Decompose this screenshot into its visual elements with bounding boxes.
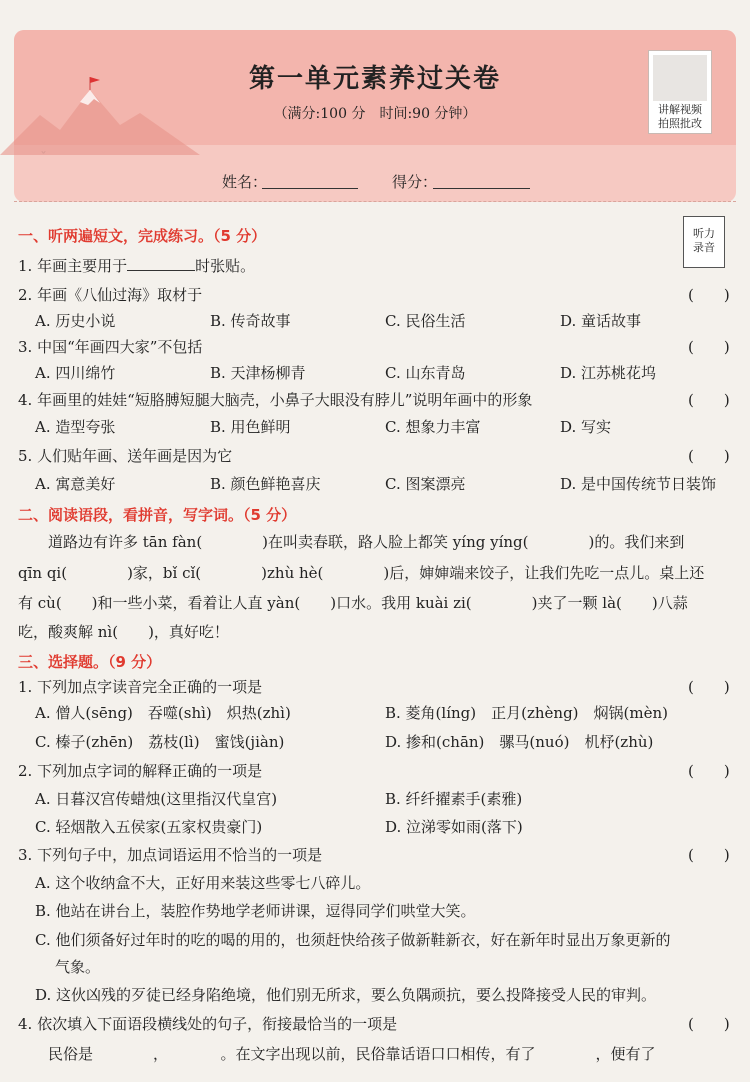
p1-question-4: 4. 年画里的娃娃“短胳膊短腿大脑壳，小鼻子大眼没有脖儿”说明年画中的形象: [18, 391, 533, 409]
option[interactable]: C. 民俗生活: [385, 312, 466, 330]
option[interactable]: A. 日暮汉宫传蜡烛(这里指汉代皇宫): [35, 790, 278, 808]
p1-question-1: 1. 年画主要用于 时张贴。: [18, 257, 256, 275]
option[interactable]: B. 纤纤擢素手(素雅): [385, 790, 523, 808]
option[interactable]: C. 山东青岛: [385, 364, 466, 382]
option[interactable]: D. 童话故事: [560, 312, 642, 330]
score-field[interactable]: [433, 170, 530, 189]
p1-question-5: 5. 人们贴年画、送年画是因为它: [18, 447, 233, 465]
option[interactable]: A. 历史小说: [35, 312, 116, 330]
answer-paren[interactable]: ( ): [688, 338, 730, 356]
qr-code-icon: [653, 55, 707, 101]
answer-paren[interactable]: ( ): [688, 846, 730, 864]
p3-question-2: 2. 下列加点字词的解释正确的一项是: [18, 762, 263, 780]
section-3-heading: 三、选择题。（9 分）: [18, 653, 162, 671]
listen-label: 听力: [693, 227, 715, 240]
option[interactable]: A. 寓意美好: [35, 475, 116, 493]
option[interactable]: D. 这伙凶残的歹徒已经身陷绝境，他们别无所求，要么负隅顽抗，要么投降接受人民的审判。: [35, 986, 657, 1004]
option[interactable]: C. 想象力丰富: [385, 418, 481, 436]
option[interactable]: B. 天津杨柳青: [210, 364, 306, 382]
header-divider: [14, 201, 736, 202]
answer-paren[interactable]: ( ): [688, 1015, 730, 1033]
option[interactable]: B. 用色鲜明: [210, 418, 291, 436]
page-subtitle: （满分:100 分 时间:90 分钟）: [273, 106, 477, 122]
option[interactable]: C. 他们须备好过年时的吃的喝的用的，也须赶快给孩子做新鞋新衣，好在新年时显出万象更新的: [35, 931, 671, 949]
option[interactable]: C. 榛子(zhēn) 荔枝(lì) 蜜饯(jiàn): [35, 733, 285, 751]
section-1-heading: 一、听两遍短文，完成练习。（5 分）: [18, 227, 267, 245]
option[interactable]: B. 他站在讲台上，装腔作势地学老师讲课，逗得同学们哄堂大笑。: [35, 902, 476, 920]
option[interactable]: D. 写实: [560, 418, 612, 436]
exam-page: 第一单元素养过关卷 （满分:100 分 时间:90 分钟） 讲解视频 拍照批改 ˇ 姓名： 得分： 听力 录音 一、听两遍短文，完成练习。（5 分） 1. 年画主要用于 时张贴。 2. 年画《八仙过海》取材于 ( ) A. 历史小说 B. 传奇故事 C. 民俗生活 D. 童话故事 3. 中国“年画四大家”不包括 ( ) A. 四川绵竹 B. 天津杨柳青 C. 山东青岛 D. 江苏桃花坞 4. 年画里的娃娃“短胳膊短腿大脑壳，小鼻子大眼没有脖儿”说明年画中的形象 ( ) A. 造型夸张 B. 用色鲜明 C. 想象力丰富 D. 写实 5. 人们贴年画、送年画是因为它 ( ) A. 寓意美好 B. 颜色鲜艳喜庆 C. 图案漂亮 D. 是中国传统节日装饰 二、阅读语段，看拼音，写字词。（5 分） 道路边有许多 tān fàn( )在叫卖春联，路人脸上都笑 yíng yíng( )的。我们来到 qīn qi( )家，bǐ cǐ( )zhù hè( )后，婶婶端来饺子，让我们先吃一点儿。桌上还 有 cù( )和一些小菜，看着让人直 yàn( )口水。我用 kuài zi( )夹了一颗 là( )八蒜 吃，酸爽解 nì( )，真好吃！ 三、选择题。（9 分） 1. 下列加点字读音完全正确的一项是 ( ) A. 僧人(sēng) 吞噬(shì) 炽热(zhì) B. 菱角(líng) 正月(zhèng) 焖锅(mèn) C. 榛子(zhēn) 荔枝(lì) 蜜饯(jiàn) D. 掺和(chān) 骡马(nuó) 机杼(zhù) 2. 下列加点字词的解释正确的一项是 ( ) A. 日暮汉宫传蜡烛(这里指汉代皇宫) B. 纤纤擢素手(素雅) C. 轻烟散入五侯家(五家权贵豪门) D. 泣涕零如雨(落下) 3. 下列句子中，加点词语运用不恰当的一项是 ( ) A. 这个收纳盒不大，正好用来装这些零七八碎儿。 B. 他站在讲台上，装腔作势地学老师讲课，逗得同学们哄堂大笑。 C. 他们须备好过年时的吃的喝的用的，也须赶快给孩子做新鞋新衣，好在新年时显出万象更新的 气象。 D. 这伙凶残的歹徒已经身陷绝境，他们别无所求，要么负隅顽抗，要么投降接受人民的审判。 4. 依次填入下面语段横线处的句子，衔接最恰当的一项是 ( ) 民俗是 ， 。在文字出现以前，民俗靠话语口口相传，有了 ，便有了: [0, 0, 750, 1082]
listen-audio-box[interactable]: [683, 216, 725, 268]
answer-paren[interactable]: ( ): [688, 447, 730, 465]
option[interactable]: D. 江苏桃花坞: [560, 364, 657, 382]
option[interactable]: A. 四川绵竹: [35, 364, 116, 382]
video-qr-box[interactable]: [648, 50, 712, 134]
option[interactable]: A. 造型夸张: [35, 418, 116, 436]
name-label: 姓名：: [222, 173, 268, 191]
answer-paren[interactable]: ( ): [688, 391, 730, 409]
p3-question-3: 3. 下列句子中，加点词语运用不恰当的一项是: [18, 846, 323, 864]
answer-blank[interactable]: [127, 256, 195, 271]
p1-question-3: 3. 中国“年画四大家”不包括: [18, 338, 203, 356]
option[interactable]: B. 传奇故事: [210, 312, 291, 330]
p3-question-4: 4. 依次填入下面语段横线处的句子，衔接最恰当的一项是: [18, 1015, 398, 1033]
name-field[interactable]: [262, 170, 358, 189]
score-label: 得分：: [392, 173, 438, 191]
option[interactable]: C. 图案漂亮: [385, 475, 466, 493]
option[interactable]: D. 泣涕零如雨(落下): [385, 818, 523, 836]
option[interactable]: B. 颜色鲜艳喜庆: [210, 475, 321, 493]
grade-label: 拍照批改: [658, 117, 702, 130]
p1-question-2: 2. 年画《八仙过海》取材于: [18, 286, 203, 304]
answer-paren[interactable]: ( ): [688, 286, 730, 304]
answer-paren[interactable]: ( ): [688, 762, 730, 780]
page-title: 第一单元素养过关卷: [248, 64, 501, 94]
option[interactable]: A. 这个收纳盒不大，正好用来装这些零七八碎儿。: [35, 874, 371, 892]
audio-label: 录音: [693, 241, 715, 254]
option[interactable]: C. 轻烟散入五侯家(五家权贵豪门): [35, 818, 263, 836]
option[interactable]: B. 菱角(líng) 正月(zhèng) 焖锅(mèn): [385, 704, 668, 722]
option-continuation: 气象。: [55, 958, 101, 976]
p3-question-1: 1. 下列加点字读音完全正确的一项是: [18, 678, 263, 696]
option[interactable]: D. 掺和(chān) 骡马(nuó) 机杼(zhù): [385, 733, 654, 751]
option[interactable]: D. 是中国传统节日装饰: [560, 475, 717, 493]
section-2-heading: 二、阅读语段，看拼音，写字词。（5 分）: [18, 506, 297, 524]
reading-line-4: 吃，酸爽解 nì( )，真好吃！: [18, 623, 229, 641]
reading-line-2: qīn qi( )家，bǐ cǐ( )zhù hè( )后，婶婶端来饺子，让我们先吃一点儿。桌上还: [18, 564, 705, 582]
q4-passage: 民俗是 ， 。在文字出现以前，民俗靠话语口口相传，有了 ，便有了: [48, 1045, 656, 1063]
reading-line-1: 道路边有许多 tān fàn( )在叫卖春联，路人脸上都笑 yíng yíng( )的。我们来到: [48, 533, 685, 551]
answer-paren[interactable]: ( ): [688, 678, 730, 696]
video-label: 讲解视频: [658, 103, 702, 116]
reading-line-3: 有 cù( )和一些小菜，看着让人直 yàn( )口水。我用 kuài zi( )夹了一颗 là( )八蒜: [18, 594, 688, 612]
option[interactable]: A. 僧人(sēng) 吞噬(shì) 炽热(zhì): [35, 704, 291, 722]
